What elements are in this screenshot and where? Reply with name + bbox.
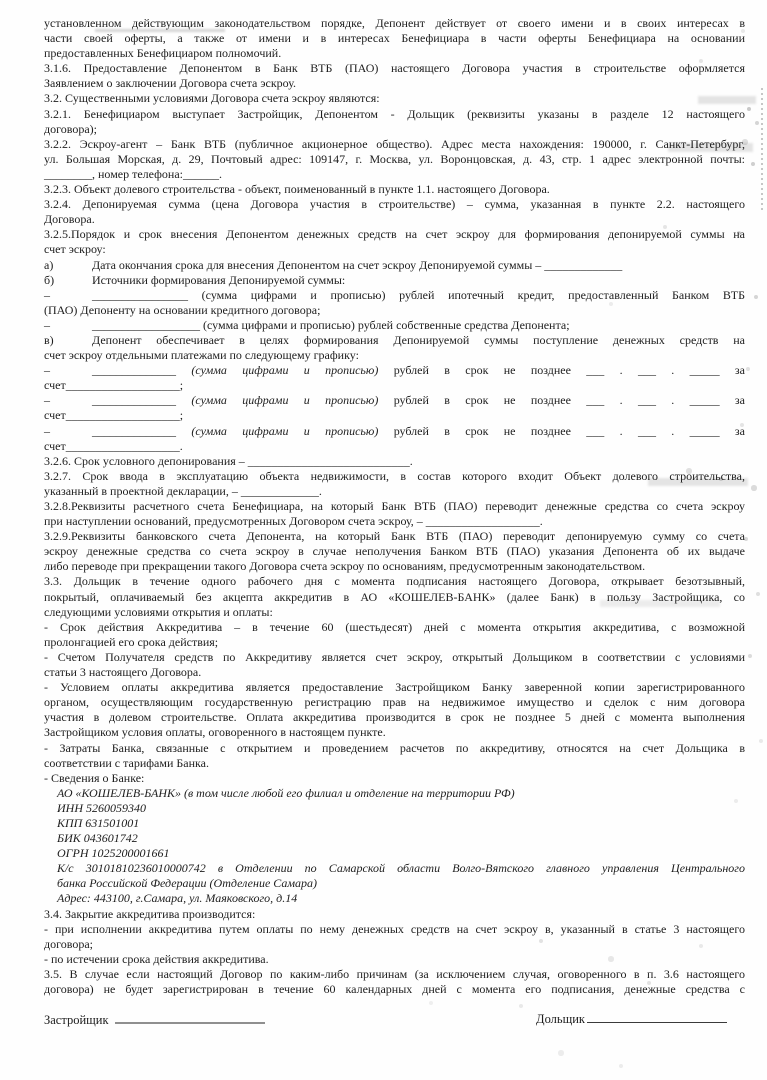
doc-text-segment: - Затраты Банка, связанные с открытием и проведением расчетов по аккредитиву, относятся на счет Дольщика в xyxy=(44,740,745,755)
doc-text-segment: Депонент обеспечивает в целях формирования Депонируемой суммы поступление денежных средств на xyxy=(92,332,745,347)
doc-line xyxy=(44,514,745,529)
doc-line xyxy=(44,786,745,801)
doc-text-segment: 3.5. В случае если настоящий Договор по каким-либо причинам (за исключением случая, оговоренного в п. 3.6 настоящего xyxy=(44,966,745,981)
doc-line xyxy=(44,846,745,861)
doc-text-segment: установленном действующим законодательством порядке, Депонент действует от своего имени и в своих интересах в xyxy=(44,16,745,30)
doc-text-segment: ______________ xyxy=(92,393,192,408)
doc-line xyxy=(44,665,745,680)
doc-text-segment: 3.2.9.Реквизиты банковского счета Депонента, на который Банк ВТБ (ПАО) переводит депонируемую сумму со счета xyxy=(44,529,745,544)
doc-line xyxy=(44,31,745,46)
doc-text-segment: __________________ (сумма цифрами и прописью) рублей собственные средства Депонента; xyxy=(92,317,570,332)
doc-line xyxy=(44,273,745,288)
doc-text-segment: ул. Большая Морская, д. 29, Почтовый адрес: 109147, г. Москва, ул. Воронцовская, д. 43, стр. 1 адрес электронной почты: xyxy=(44,151,745,166)
doc-line xyxy=(44,499,745,514)
doc-text-segment: (сумма цифрами и прописью) xyxy=(191,393,379,408)
list-marker: – xyxy=(44,423,50,438)
doc-line xyxy=(44,756,745,771)
doc-text-segment: - Счетом Получателя средств по Аккредитиву является счет эскроу, открытый Дольщиком в соответствии с условиями xyxy=(44,649,745,664)
doc-line xyxy=(44,91,745,106)
list-marker: – xyxy=(44,393,50,408)
doc-line xyxy=(44,680,745,695)
doc-line xyxy=(44,378,745,393)
doc-line xyxy=(44,469,745,484)
signature-shareholder xyxy=(536,1010,727,1028)
doc-line xyxy=(44,529,745,544)
signature-developer-label: Застройщик xyxy=(44,1013,109,1027)
doc-text-segment: счет___________________. xyxy=(44,438,183,453)
doc-text-segment: ОГРН 1025200001661 xyxy=(57,846,170,861)
doc-line xyxy=(44,122,745,137)
doc-text-segment: 3.2.8.Реквизиты расчетного счета Бенефициара, на который Банк ВТБ (ПАО) переводит денежные средства со счета эскроу xyxy=(44,499,745,513)
signature-developer xyxy=(44,1010,265,1028)
doc-line xyxy=(44,303,745,318)
doc-line xyxy=(44,454,745,469)
doc-line xyxy=(44,227,745,242)
doc-line xyxy=(44,61,745,76)
list-marker: – xyxy=(44,363,50,378)
doc-text-segment: счет эскроу отдельными платежами по следующему графику: xyxy=(44,348,359,363)
doc-text-segment: рублей в срок не позднее ___ . ___ . _____ за xyxy=(378,393,746,408)
doc-text-segment: договора; xyxy=(44,936,93,951)
doc-text-segment: К/с 30101810236010000742 в Отделении по Самарской области Волго-Вятского главного управления Центрального xyxy=(57,861,745,876)
doc-line xyxy=(44,907,745,922)
doc-line xyxy=(44,348,745,363)
doc-line xyxy=(44,318,745,333)
doc-text-segment: - Условием оплаты аккредитива является предоставление Застройщиком Банку заверенной копии зарегистрированного xyxy=(44,680,745,695)
doc-text-segment: 3.3. Дольщик в течение одного рабочего дня с момента подписания настоящего Договора, открывает безотзывный, xyxy=(44,574,745,589)
doc-text-segment: 3.2.5.Порядок и срок внесения Депонентом денежных средств на счет эскроу для формирования депонируемой суммы на xyxy=(44,227,745,242)
doc-line xyxy=(44,107,745,122)
doc-line xyxy=(44,212,745,227)
doc-line xyxy=(44,574,745,589)
doc-text-segment: счет___________________; xyxy=(44,408,184,423)
doc-text-segment: договора) не будет зарегистрирован в течение 60 календарных дней с момента его подписания, денежные средства с xyxy=(44,982,745,996)
signature-developer-blank-line xyxy=(115,1010,265,1024)
doc-text-segment: (ПАО) Депоненту на основании кредитного договора; xyxy=(44,302,321,317)
doc-text-segment: Источники формирования Депонируемой суммы: xyxy=(92,272,346,287)
doc-line xyxy=(44,831,745,846)
doc-line xyxy=(44,363,745,378)
doc-text-segment: (сумма цифрами и прописью) xyxy=(191,363,379,378)
doc-text-segment: БИК 043601742 xyxy=(57,831,138,846)
doc-line xyxy=(44,620,745,635)
signature-row xyxy=(44,1010,727,1028)
list-marker: б) xyxy=(44,272,55,287)
doc-text-segment: Договора. xyxy=(44,212,95,227)
doc-text-segment: 3.1.6. Предоставление Депонентом в Банк ВТБ (ПАО) настоящего Договора участия в строительстве оформляется xyxy=(44,61,745,76)
doc-line xyxy=(44,650,745,665)
doc-text-segment: банка Российской Федерации (Отделение Самара) xyxy=(57,876,318,891)
doc-text-segment: 3.2.3. Объект долевого строительства - объект, поименованный в пункте 1.1. настоящего Договора. xyxy=(44,182,550,197)
doc-text-segment: КПП 631501001 xyxy=(57,815,140,830)
list-marker: – xyxy=(44,287,50,302)
list-marker: в) xyxy=(44,332,54,347)
doc-line xyxy=(44,182,745,197)
doc-text-segment: при наступлении оснований, предусмотренных Договором счета эскроу, – ___________________. xyxy=(44,514,543,529)
doc-line xyxy=(44,46,745,61)
doc-line xyxy=(44,891,745,906)
doc-text-segment: рублей в срок не позднее ___ . ___ . _____ за xyxy=(378,363,746,378)
doc-text-segment: покрытый, оплачиваемый без акцепта аккредитив в АО «КОШЕЛЕВ-БАНК» (далее Банк) в пользу Застройщика, со xyxy=(44,589,745,604)
doc-text-segment: ______________ xyxy=(92,423,192,438)
doc-line xyxy=(44,76,745,91)
doc-text-segment: Дата окончания срока для внесения Депонентом на счет эскроу Депонируемой суммы – _____________ xyxy=(92,257,623,272)
doc-line xyxy=(44,695,745,710)
doc-text-segment: участия в долевом строительстве. Оплата аккредитива производится в срок не позднее 5 дней с момента выполнения xyxy=(44,710,745,725)
doc-line xyxy=(44,393,745,408)
doc-line xyxy=(44,258,745,273)
doc-text-segment: АО «КОШЕЛЕВ-БАНК» (в том числе любой его филиал и отделение на территории РФ) xyxy=(57,785,515,800)
doc-text-segment: ________________ (сумма цифрами и прописью) рублей ипотечный кредит, предоставленный Банком ВТБ xyxy=(92,287,745,302)
doc-line xyxy=(44,16,745,31)
doc-text-segment: (сумма цифрами и прописью) xyxy=(191,423,379,438)
doc-text-segment: соответствии с тарифами Банка. xyxy=(44,755,209,770)
doc-text-segment: эскроу денежные средства со счета эскроу в случае неполучения Банком ВТБ (ПАО) указания Депонента об их выдаче xyxy=(44,544,745,559)
scan-noise xyxy=(0,0,2,2)
doc-line xyxy=(44,952,745,967)
doc-line xyxy=(44,710,745,725)
doc-line xyxy=(44,408,745,423)
doc-line xyxy=(44,137,745,152)
doc-text-segment: ________, номер телефона:______. xyxy=(44,166,223,181)
doc-text-segment: органом, осуществляющим государственную регистрацию прав на недвижимое имущество и сделок с ним договора xyxy=(44,695,745,710)
doc-text-segment: счет эскроу: xyxy=(44,242,106,257)
doc-line xyxy=(44,771,745,786)
signature-shareholder-blank-line xyxy=(587,1010,727,1023)
doc-text-segment: Застройщиком условия оплаты, оговоренного в настоящем пункте. xyxy=(44,725,386,740)
doc-line xyxy=(44,424,745,439)
doc-line xyxy=(44,288,745,303)
document-body xyxy=(44,16,745,997)
doc-text-segment: указанный в проектной декларации, – _____________. xyxy=(44,483,322,498)
doc-text-segment: 3.2.1. Бенефициаром выступает Застройщик, Депонентом - Дольщик (реквизиты указаны в разделе 12 настоящего xyxy=(44,106,745,121)
doc-line xyxy=(44,967,745,982)
signature-shareholder-label: Дольщик xyxy=(536,1012,585,1026)
doc-line xyxy=(44,605,745,620)
doc-line xyxy=(44,559,745,574)
doc-text-segment: счет___________________; xyxy=(44,378,184,393)
doc-text-segment: Заявлением о заключении Договора счета эскроу. xyxy=(44,76,296,91)
doc-line xyxy=(44,982,745,997)
doc-text-segment: статьи 3 настоящего Договора. xyxy=(44,665,202,680)
list-marker: а) xyxy=(44,257,54,272)
doc-text-segment: - при исполнении аккредитива путем оплаты по нему денежных средств на счет эскроу в, указанный в статье 3 настоящего xyxy=(44,921,745,936)
doc-text-segment: 3.2.7. Срок ввода в эксплуатацию объекта недвижимости, в состав которого входит Объект долевого строительства, xyxy=(44,468,745,483)
doc-line xyxy=(44,333,745,348)
doc-line xyxy=(44,635,745,650)
doc-text-segment: ______________ xyxy=(92,363,192,378)
doc-text-segment: либо переводе при прекращении такого Договора счета эскроу по основаниям, предусмотренным законодательством. xyxy=(44,559,646,574)
scan-edge-artifact xyxy=(761,88,763,213)
doc-line xyxy=(44,725,745,740)
doc-text-segment: ИНН 5260059340 xyxy=(57,800,146,815)
doc-text-segment: 3.2.6. Срок условного депонирования – ___________________________. xyxy=(44,453,413,468)
doc-text-segment: 3.4. Закрытие аккредитива производится: xyxy=(44,906,256,921)
doc-line xyxy=(44,484,745,499)
doc-line xyxy=(44,439,745,454)
doc-line xyxy=(44,152,745,167)
doc-text-segment: следующими условиями открытия и оплаты: xyxy=(44,604,273,619)
doc-text-segment: предоставленных Бенефициаром полномочий. xyxy=(44,46,282,61)
doc-text-segment: 3.2.2. Эскроу-агент – Банк ВТБ (публичное акционерное общество). Адрес места нахождения: 190000, г. Санкт-Петербург, xyxy=(44,136,745,151)
doc-text-segment: Адрес: 443100, г.Самара, ул. Маяковского, д.14 xyxy=(57,891,298,906)
doc-line xyxy=(44,801,745,816)
doc-line xyxy=(44,922,745,937)
doc-text-segment: пролонгацией его срока действия; xyxy=(44,634,219,649)
doc-line xyxy=(44,197,745,212)
doc-line xyxy=(44,876,745,891)
doc-text-segment: - по истечении срока действия аккредитива. xyxy=(44,951,269,966)
list-marker: – xyxy=(44,317,50,332)
doc-text-segment: 3.2.4. Депонируемая сумма (цена Договора участия в строительстве) – сумма, указанная в пункте 2.2. настоящего xyxy=(44,197,745,212)
doc-line xyxy=(44,590,745,605)
doc-text-segment: договора); xyxy=(44,121,97,136)
doc-line xyxy=(44,544,745,559)
doc-text-segment: - Срок действия Аккредитива – в течение 60 (шестьдесят) дней с момента открытия аккредитива, с возможной xyxy=(44,619,745,634)
doc-text-segment: части своей оферты, а также от имени и в интересах Бенефициара в части оферты Бенефициара на основании xyxy=(44,31,745,46)
doc-text-segment: 3.2. Существенными условиями Договора счета эскроу являются: xyxy=(44,91,380,106)
doc-line xyxy=(44,242,745,257)
doc-text-segment: - Сведения о Банке: xyxy=(44,770,145,785)
doc-text-segment: рублей в срок не позднее ___ . ___ . _____ за xyxy=(378,423,746,438)
doc-line xyxy=(44,167,745,182)
doc-line xyxy=(44,816,745,831)
doc-line xyxy=(44,861,745,876)
doc-line xyxy=(44,937,745,952)
doc-line xyxy=(44,741,745,756)
